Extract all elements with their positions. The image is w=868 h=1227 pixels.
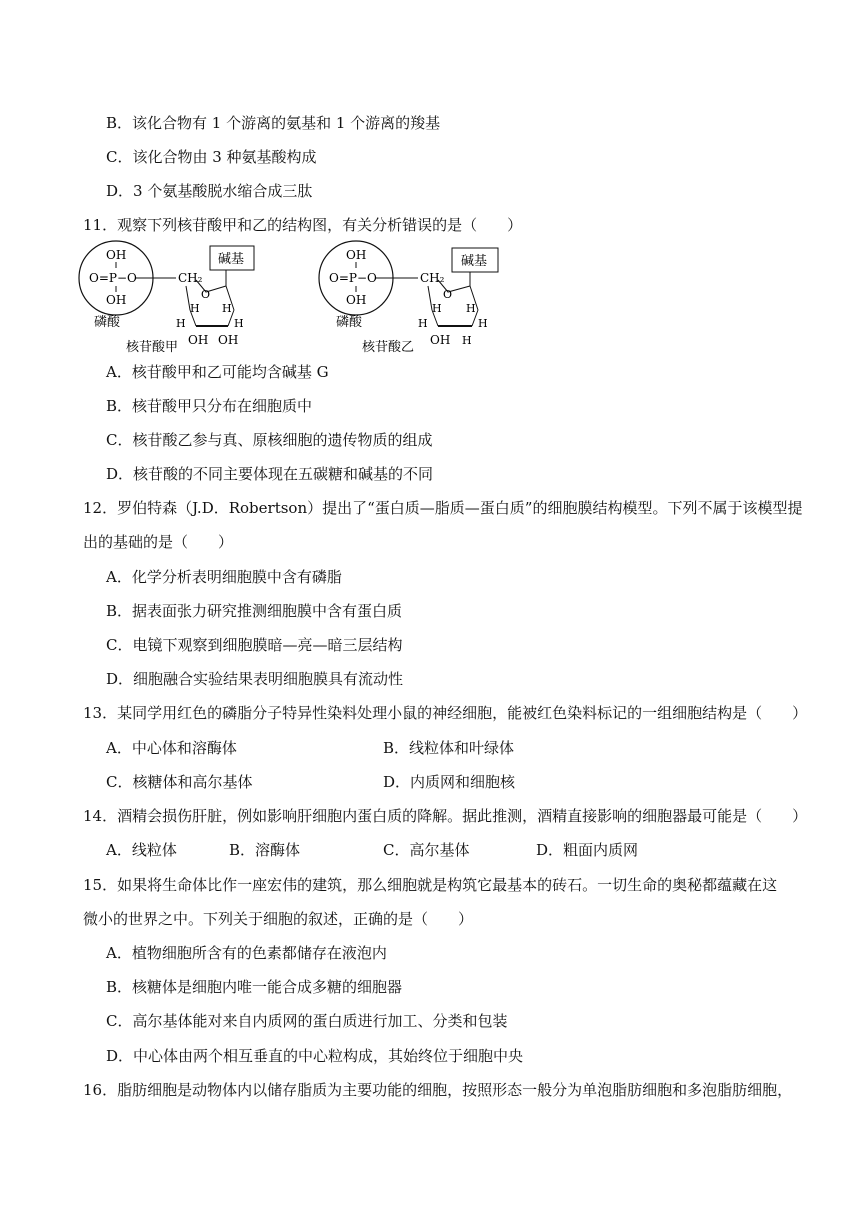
h-1: H xyxy=(190,302,200,315)
q12-option-a: A．化学分析表明细胞膜中含有磷脂 xyxy=(106,568,342,586)
q11-option-b: B．核苷酸甲只分布在细胞质中 xyxy=(106,397,313,415)
h-2: H xyxy=(222,302,232,315)
q14-option-c: C．高尔基体 xyxy=(383,841,470,859)
nucleotide-yi-structure xyxy=(319,241,498,355)
q15-option-c: C．高尔基体能对来自内质网的蛋白质进行加工、分类和包装 xyxy=(106,1012,508,1030)
phosphate-oh-top: OH xyxy=(106,248,127,262)
q11-option-c: C．核苷酸乙参与真、原核细胞的遗传物质的组成 xyxy=(106,431,433,449)
q13-stem: 13．某同学用红色的磷脂分子特异性染料处理小鼠的神经细胞，能被红色染料标记的一组细胞结构是（ ） xyxy=(83,704,808,722)
phosphate-oh-top: OH xyxy=(346,248,367,262)
q15-stem-line1: 15．如果将生命体比作一座宏伟的建筑，那么细胞就是构筑它最基本的砖石。一切生命的奥秘都蕴藏在这 xyxy=(83,876,778,894)
ring-oxygen: O xyxy=(201,288,211,301)
nucleotide-diagram xyxy=(0,240,520,360)
phosphate-oh-bottom: OH xyxy=(106,293,127,307)
q12-stem-line1: 12．罗伯特森（J.D．Robertson）提出了“蛋白质—脂质—蛋白质”的细胞膜结构模型。下列不属于该模型提 xyxy=(83,499,803,517)
q15-stem-line2: 微小的世界之中。下列关于细胞的叙述，正确的是（ ） xyxy=(83,910,474,928)
h-2: H xyxy=(466,302,476,315)
q11-option-d: D．核苷酸的不同主要体现在五碳糖和碱基的不同 xyxy=(106,465,434,483)
h-1: H xyxy=(432,302,442,315)
q13-option-d: D．内质网和细胞核 xyxy=(383,773,516,791)
nucleotide-yi-caption: 核苷酸乙 xyxy=(362,340,415,355)
h-4: H xyxy=(478,317,488,330)
q15-option-b: B．核糖体是细胞内唯一能合成多糖的细胞器 xyxy=(106,978,403,996)
q13-option-b: B．线粒体和叶绿体 xyxy=(383,739,515,757)
sugar-oh-left: OH xyxy=(430,333,451,347)
ch2-label: CH₂ xyxy=(178,271,203,285)
ring-oxygen: O xyxy=(443,288,453,301)
phosphate-oh-bottom: OH xyxy=(346,293,367,307)
q11-stem: 11．观察下列核苷酸甲和乙的结构图，有关分析错误的是（ ） xyxy=(83,216,523,234)
q10-option-d: D．3 个氨基酸脱水缩合成三肽 xyxy=(106,182,313,200)
q13-option-a: A．中心体和溶酶体 xyxy=(106,739,237,757)
q12-option-d: D．细胞融合实验结果表明细胞膜具有流动性 xyxy=(106,670,404,688)
h-4: H xyxy=(234,317,244,330)
h-3: H xyxy=(418,317,428,330)
q15-option-a: A．植物细胞所含有的色素都储存在液泡内 xyxy=(106,944,387,962)
phosphate-group: O=P−O xyxy=(329,271,377,285)
q12-option-c: C．电镜下观察到细胞膜暗—亮—暗三层结构 xyxy=(106,636,403,654)
sugar-oh-left: OH xyxy=(188,333,209,347)
q10-option-b: B．该化合物有 1 个游离的氨基和 1 个游离的羧基 xyxy=(106,114,441,132)
sugar-oh-right: OH xyxy=(218,333,239,347)
h-3: H xyxy=(176,317,186,330)
q16-stem-line1: 16．脂肪细胞是动物体内以储存脂质为主要功能的细胞，按照形态一般分为单泡脂肪细胞和多泡脂肪细胞， xyxy=(83,1081,793,1099)
phosphate-label: 磷酸 xyxy=(336,315,363,330)
q14-option-b: B．溶酶体 xyxy=(229,841,301,859)
q14-option-a: A．线粒体 xyxy=(106,841,177,859)
ch2-label: CH₂ xyxy=(420,271,445,285)
q12-option-b: B．据表面张力研究推测细胞膜中含有蛋白质 xyxy=(106,602,403,620)
q12-stem-line2: 出的基础的是（ ） xyxy=(83,533,234,551)
base-label-yi: 碱基 xyxy=(461,254,488,269)
phosphate-group: O=P−O xyxy=(89,271,137,285)
nucleotide-jia-structure xyxy=(79,241,254,355)
nucleotide-jia-caption: 核苷酸甲 xyxy=(126,340,179,355)
q14-stem: 14．酒精会损伤肝脏，例如影响肝细胞内蛋白质的降解。据此推测，酒精直接影响的细胞器最可能是（ ） xyxy=(83,807,808,825)
q11-option-a: A．核苷酸甲和乙可能均含碱基 G xyxy=(106,363,329,381)
phosphate-label: 磷酸 xyxy=(94,315,121,330)
q14-option-d: D．粗面内质网 xyxy=(536,841,639,859)
sugar-h-right: H xyxy=(462,334,472,347)
q15-option-d: D．中心体由两个相互垂直的中心粒构成，其始终位于细胞中央 xyxy=(106,1047,524,1065)
base-label-jia: 碱基 xyxy=(218,252,245,267)
q10-option-c: C．该化合物由 3 种氨基酸构成 xyxy=(106,148,317,166)
q13-option-c: C．核糖体和高尔基体 xyxy=(106,773,253,791)
